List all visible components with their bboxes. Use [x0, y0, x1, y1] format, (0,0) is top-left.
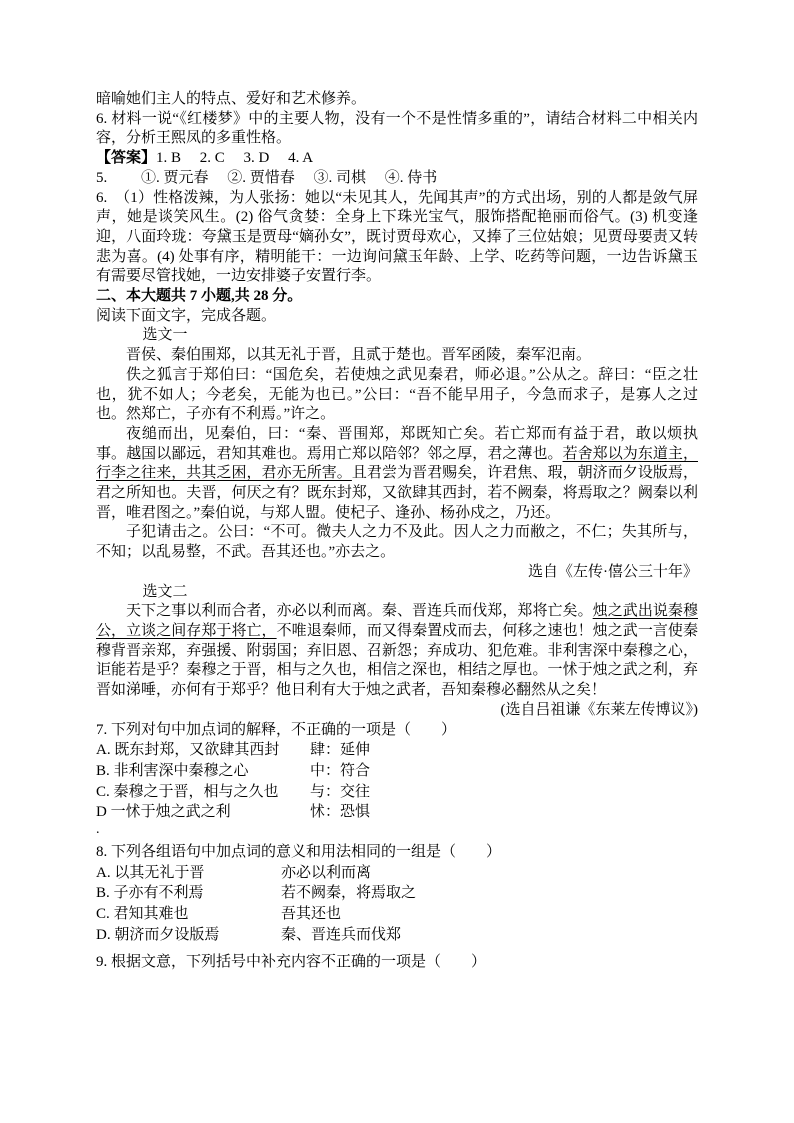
stray-emphasis-dot: . — [96, 822, 100, 838]
question-8-option-a — [96, 864, 698, 884]
question6-prompt: 6. 材料一说“《红楼梦》中的主要人物，没有一个不是性情多重的”，请结合材料二中相关内容，分析王熙凤的多重性格。 — [96, 110, 698, 147]
q7-option-b-phrase: B. 非利害深中秦穆之心 — [96, 762, 249, 779]
q8-option-b-right: 若不阙秦，将焉取之 — [281, 885, 417, 902]
selection-1-paragraph-3 — [96, 425, 698, 524]
answer-line-6: 6. （1）性格泼辣，为人张扬：她以“未见其人，先闻其声”的方式出场，别的人都是敛气屏声，她是谈笑风生。(2) 俗气贪婪：全身上下珠光宝气，服饰搭配艳丽而俗气。(3) 机变逢迎，八面玲珑：夸黛玉是贾母“嫡孙女”，既讨贾母欢心，又捧了三位姑娘；见贾母要责又转悲为喜。(4) 处事有序，精明能干：一边询问黛玉年龄、上学、吃药等问题，一边告诉黛玉有需要尽管找她，一边安排婆子安置行李。 — [96, 189, 698, 285]
q7-option-d-gloss: 怵：恐惧 — [310, 804, 371, 821]
q8-option-d-left: D. 朝济而夕设版焉 — [96, 926, 220, 943]
selection-1-paragraph-1: 晋侯、秦伯围郑，以其无礼于晋，且贰于楚也。晋军函陵，秦军氾南。 — [126, 347, 592, 364]
q7-option-b-gloss: 中：符合 — [310, 762, 371, 779]
q8-option-a-left: A. 以其无礼于晋 — [96, 864, 205, 881]
selection-2-p1-plain-start: 天下之事以利而合者，亦必以利而离。秦、晋连兵而伐郑，郑将亡矣。 — [126, 603, 593, 620]
selection-2-p1-underlined-segment: 烛之武出说秦穆公，立谈之间存郑于将亡， — [96, 603, 698, 639]
q7-option-a-phrase: A. 既东封郑，又欲肆其西封 — [96, 742, 280, 759]
answer-key-values: 1. B 2. C 3. D 4. A — [156, 150, 314, 167]
q8-option-c-left: C. 君知其难也 — [96, 906, 189, 923]
selection-1-title: 选文一 — [142, 327, 188, 344]
question-8-option-d — [96, 926, 698, 946]
question-7-option-d — [96, 803, 698, 823]
selection-1-paragraph-4: 子犯请击之。公曰：“不可。微夫人之力不及此。因人之力而敝之，不仁；失其所与，不知；以乱易整，不武。吾其还也。”亦去之。 — [96, 524, 698, 561]
answer-key-line — [96, 149, 698, 169]
q7-option-c-gloss: 与：交往 — [310, 783, 371, 800]
q8-option-c-right: 吾其还也 — [281, 906, 342, 923]
answer-key-label: 【答案】 — [96, 150, 157, 167]
question-7-option-a — [96, 741, 698, 761]
section-2-heading: 二、本大题共 7 小题,共 28 分。 — [96, 288, 303, 305]
question-7-option-b — [96, 762, 698, 782]
selection-2-title: 选文二 — [142, 583, 188, 600]
selection-1-p3-plain-end: 且君尝为晋君赐矣，许君焦、瑕，朝济而夕设版焉，君之所知也。夫晋，何厌之有？既东封郑，又欲肆其西封，若不阙秦，将焉取之？阙秦以利晋，唯君图之。”秦伯说，与郑人盟。使杞子、逢孙、杨孙戍之，乃还。 — [96, 465, 698, 521]
q8-option-a-right: 亦必以利而离 — [281, 864, 372, 881]
q7-option-a-gloss: 肆：延伸 — [310, 742, 371, 759]
reading-instruction: 阅读下面文字，完成各题。 — [96, 307, 277, 324]
question-8-stem: 8. 下列各组语句中加点词的意义和用法相同的一组是（ ） — [96, 844, 502, 861]
q8-option-d-right: 秦、晋连兵而伐郑 — [281, 926, 402, 943]
selection-2-source-attribution: (选自吕祖谦《东莱左传博议》) — [500, 701, 698, 718]
question-9-stem: 9. 根据文意，下列括号中补充内容不正确的一项是（ ） — [96, 953, 487, 970]
question-8-option-b — [96, 884, 698, 904]
q7-option-d-phrase: D 一怵于烛之武之利 — [96, 804, 231, 821]
answer-analysis-tail: 暗喻她们主人的特点、爱好和艺术修养。 — [96, 91, 367, 107]
q7-option-c-phrase: C. 秦穆之于晋，相与之久也 — [96, 783, 279, 800]
selection-2-paragraph-1 — [96, 602, 698, 701]
question-7-option-c — [96, 783, 698, 803]
answer-line-5: 5. ①. 贾元春 ②. 贾惜春 ③. 司棋 ④. 侍书 — [96, 169, 438, 186]
q8-option-b-left: B. 子亦有不利焉 — [96, 885, 204, 902]
selection-1-p3-underlined-segment: 若舍郑以为东道主，行李之往来，共其乏困，君亦无所害。 — [96, 445, 698, 482]
question-8-option-c — [96, 905, 698, 925]
selection-1-p3-plain-start: 夜缒而出，见秦伯，曰：“秦、晋围郑，郑既知亡矣。若亡郑而有益于君，敢以烦执事。越国以鄙远，君知其难也。焉用亡郑以陪邻？邻之厚，君之薄也。 — [96, 425, 698, 462]
selection-2-p1-plain-end: 不唯退秦师，而又得秦置戍而去，何移之速也！烛之武一言使秦穆背晋亲郑，弃强援、附弱国；弃旧恩、召新怨；弃成功、犯危难。非利害深中秦穆之心，讵能若是乎？秦穆之于晋，相与之久也，相信之深也，相结之厚也。一怵于烛之武之利，弃晋如涕唾，亦何有于郑乎？他日利有大于烛之武者，吾知秦穆必翻然从之矣！ — [96, 622, 698, 699]
question-7-stem: 7. 下列对句中加点词的解释，不正确的一项是（ ） — [96, 721, 457, 738]
selection-1-source-attribution: 选自《左传·僖公三十年》 — [528, 563, 698, 580]
selection-1-paragraph-2: 佚之狐言于郑伯曰：“国危矣，若使烛之武见秦君，师必退。”公从之。辞曰：“臣之壮也，犹不如人；今老矣，无能为也已。”公曰：“吾不能早用子，今急而求子，是寡人之过也。然郑亡，子亦有不利焉。”许之。 — [96, 366, 698, 423]
